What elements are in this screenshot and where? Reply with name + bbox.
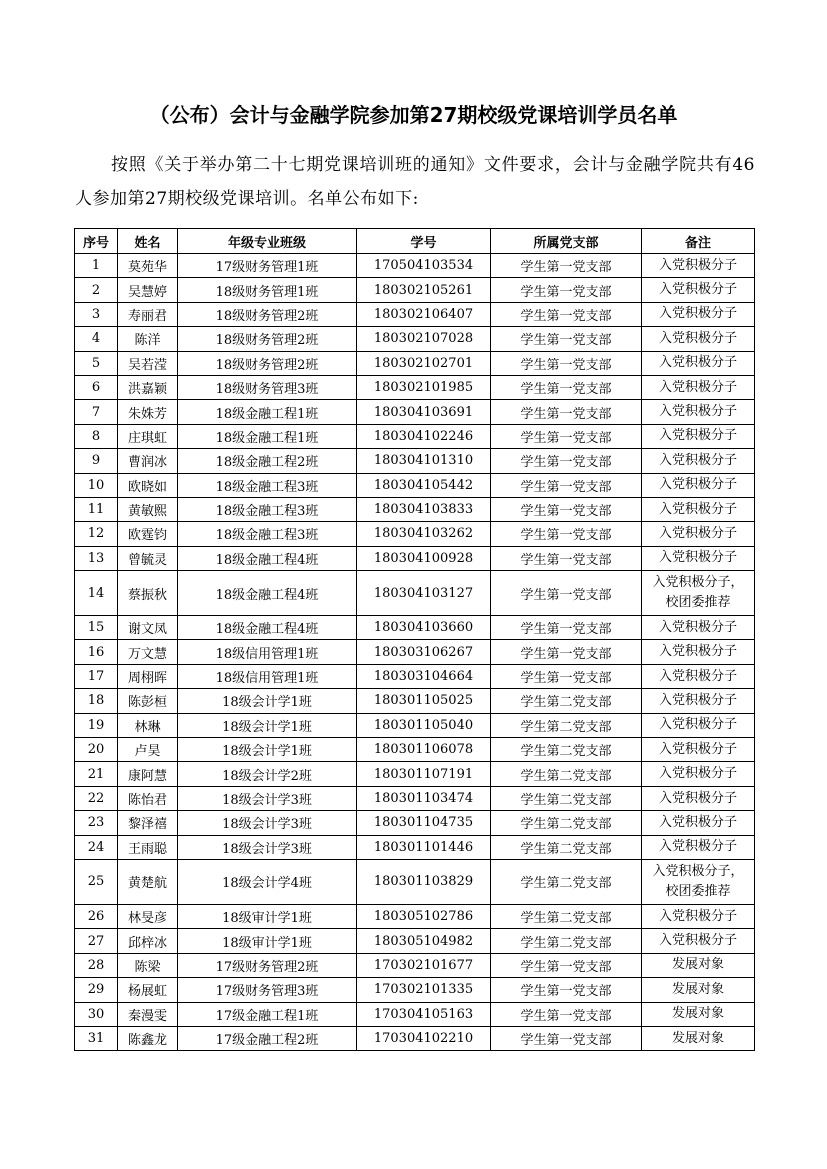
cell-class: 17级金融工程2班 [178,1026,357,1050]
remark-line: 入党积极分子， [652,863,744,879]
cell-party-branch: 学生第二党支部 [491,786,642,810]
table-row [75,786,755,810]
header-name: 姓名 [118,229,178,254]
remark-line: 校团委推荐 [665,883,731,899]
cell-class: 18级金融工程4班 [178,616,357,640]
cell-class: 18级金融工程1班 [178,400,357,424]
cell-serial: 5 [75,351,118,375]
cell-student-id: 180301106078 [357,738,491,762]
cell-class: 18级会计学4班 [178,859,357,904]
cell-serial: 1 [75,254,118,278]
table-row [75,616,755,640]
cell-student-id: 180302106407 [357,302,491,326]
cell-serial: 13 [75,546,118,570]
table-header-row [75,229,755,254]
cell-name: 康阿慧 [118,762,178,786]
cell-serial: 31 [75,1026,118,1050]
cell-party-branch: 学生第一党支部 [491,664,642,688]
cell-name: 卢昊 [118,738,178,762]
table-row [75,689,755,713]
cell-party-branch: 学生第二党支部 [491,929,642,953]
remark-line: 入党积极分子 [658,379,737,395]
cell-remarks [642,351,755,375]
cell-remarks [642,811,755,835]
roster-table [74,228,755,1051]
remark-line: 入党积极分子 [658,257,737,273]
table-row [75,449,755,473]
cell-party-branch: 学生第一党支部 [491,375,642,399]
table-row [75,762,755,786]
cell-student-id: 180301104735 [357,811,491,835]
cell-name: 欧晓如 [118,473,178,497]
cell-student-id: 180301105025 [357,689,491,713]
cell-student-id: 180301105040 [357,713,491,737]
cell-remarks [642,664,755,688]
table-row [75,302,755,326]
cell-party-branch: 学生第一党支部 [491,278,642,302]
cell-remarks [642,640,755,664]
table-row [75,738,755,762]
remark-line: 入党积极分子 [658,790,737,806]
cell-remarks [642,1002,755,1026]
cell-name: 吴若滢 [118,351,178,375]
cell-class: 18级信用管理1班 [178,664,357,688]
cell-student-id: 180301107191 [357,762,491,786]
table-row [75,327,755,351]
table-row [75,664,755,688]
cell-class: 18级会计学3班 [178,786,357,810]
cell-student-id: 170304105163 [357,1002,491,1026]
remark-line: 入党积极分子 [658,501,737,517]
cell-remarks [642,786,755,810]
cell-name: 陈怡君 [118,786,178,810]
cell-student-id: 180303104664 [357,664,491,688]
cell-serial: 19 [75,713,118,737]
remark-line: 入党积极分子 [658,814,737,830]
cell-student-id: 180304103262 [357,522,491,546]
cell-name: 周栩晖 [118,664,178,688]
remark-line: 校团委推荐 [665,595,731,611]
cell-class: 18级财务管理2班 [178,351,357,375]
cell-serial: 10 [75,473,118,497]
cell-name: 陈梁 [118,953,178,977]
remark-line: 发展对象 [671,957,724,973]
cell-class: 18级金融工程3班 [178,497,357,521]
cell-name: 万文慧 [118,640,178,664]
cell-class: 18级会计学3班 [178,811,357,835]
table-row [75,522,755,546]
cell-party-branch: 学生第二党支部 [491,762,642,786]
cell-serial: 30 [75,1002,118,1026]
cell-name: 谢文凤 [118,616,178,640]
cell-serial: 7 [75,400,118,424]
cell-student-id: 180302105261 [357,278,491,302]
cell-class: 18级金融工程2班 [178,449,357,473]
cell-party-branch: 学生第一党支部 [491,640,642,664]
cell-class: 18级会计学1班 [178,738,357,762]
table-row [75,640,755,664]
cell-name: 邱梓冰 [118,929,178,953]
remark-line: 发展对象 [671,981,724,997]
cell-party-branch: 学生第一党支部 [491,1002,642,1026]
cell-remarks [642,978,755,1002]
cell-remarks [642,713,755,737]
remark-line: 入党积极分子 [658,452,737,468]
cell-student-id: 170304102210 [357,1026,491,1050]
cell-class: 18级金融工程1班 [178,424,357,448]
table-row [75,1026,755,1050]
cell-party-branch: 学生第二党支部 [491,713,642,737]
cell-class: 18级审计学1班 [178,929,357,953]
cell-remarks [642,904,755,928]
cell-remarks [642,327,755,351]
cell-class: 18级财务管理1班 [178,278,357,302]
cell-class: 18级金融工程4班 [178,571,357,616]
cell-remarks [642,929,755,953]
remark-line: 入党积极分子 [658,306,737,322]
table-row [75,978,755,1002]
cell-serial: 25 [75,859,118,904]
table-row [75,904,755,928]
remark-line: 入党积极分子 [658,839,737,855]
remark-line: 入党积极分子 [658,404,737,420]
cell-serial: 29 [75,978,118,1002]
cell-party-branch: 学生第一党支部 [491,424,642,448]
cell-party-branch: 学生第一党支部 [491,327,642,351]
cell-name: 黎泽禧 [118,811,178,835]
table-row [75,713,755,737]
cell-name: 陈鑫龙 [118,1026,178,1050]
cell-party-branch: 学生第二党支部 [491,689,642,713]
table-row [75,835,755,859]
intro-paragraph: 按照《关于举办第二十七期党课培训班的通知》文件要求，会计与金融学院共有46人参加第27期校级党课培训。名单公布如下: [75,155,755,209]
cell-party-branch: 学生第一党支部 [491,978,642,1002]
remark-line: 入党积极分子 [658,355,737,371]
table-row [75,473,755,497]
cell-party-branch: 学生第二党支部 [491,835,642,859]
cell-remarks [642,400,755,424]
table-row [75,351,755,375]
cell-class: 18级财务管理2班 [178,327,357,351]
cell-student-id: 180305102786 [357,904,491,928]
table-row [75,571,755,616]
cell-party-branch: 学生第一党支部 [491,522,642,546]
cell-serial: 22 [75,786,118,810]
cell-party-branch: 学生第一党支部 [491,400,642,424]
table-row [75,424,755,448]
cell-serial: 20 [75,738,118,762]
cell-class: 18级财务管理3班 [178,375,357,399]
cell-name: 莫苑华 [118,254,178,278]
cell-student-id: 180301101446 [357,835,491,859]
cell-name: 欧霆钧 [118,522,178,546]
table-row [75,859,755,904]
cell-name: 吴慧婷 [118,278,178,302]
cell-student-id: 180304105442 [357,473,491,497]
cell-remarks [642,689,755,713]
cell-student-id: 180304103127 [357,571,491,616]
remark-line: 入党积极分子 [658,330,737,346]
cell-student-id: 180301103474 [357,786,491,810]
cell-serial: 12 [75,522,118,546]
table-row [75,953,755,977]
header-student-id: 学号 [357,229,491,254]
cell-remarks [642,302,755,326]
cell-student-id: 180302102701 [357,351,491,375]
cell-name: 秦漫雯 [118,1002,178,1026]
cell-remarks [642,738,755,762]
cell-party-branch: 学生第一党支部 [491,616,642,640]
cell-serial: 3 [75,302,118,326]
cell-remarks [642,522,755,546]
cell-class: 18级金融工程3班 [178,473,357,497]
cell-remarks [642,278,755,302]
cell-serial: 18 [75,689,118,713]
cell-remarks [642,449,755,473]
cell-class: 18级金融工程3班 [178,522,357,546]
remark-line: 入党积极分子 [658,717,737,733]
cell-serial: 21 [75,762,118,786]
cell-name: 王雨聪 [118,835,178,859]
cell-serial: 9 [75,449,118,473]
cell-serial: 16 [75,640,118,664]
cell-party-branch: 学生第一党支部 [491,546,642,570]
document-title: （公布）会计与金融学院参加第27期校级党课培训学员名单 [149,103,678,127]
cell-class: 18级会计学3班 [178,835,357,859]
cell-remarks [642,762,755,786]
cell-student-id: 180304103691 [357,400,491,424]
cell-class: 17级财务管理3班 [178,978,357,1002]
cell-serial: 8 [75,424,118,448]
cell-remarks [642,616,755,640]
cell-party-branch: 学生第一党支部 [491,497,642,521]
cell-class: 18级财务管理2班 [178,302,357,326]
cell-serial: 2 [75,278,118,302]
cell-student-id: 180302101985 [357,375,491,399]
header-class: 年级专业班级 [178,229,357,254]
cell-name: 庄琪虹 [118,424,178,448]
cell-student-id: 180301103829 [357,859,491,904]
remark-line: 入党积极分子 [658,525,737,541]
remark-line: 入党积极分子 [658,933,737,949]
remark-line: 入党积极分子 [658,619,737,635]
cell-name: 林琳 [118,713,178,737]
cell-student-id: 180304100928 [357,546,491,570]
cell-student-id: 180304102246 [357,424,491,448]
cell-remarks [642,497,755,521]
cell-student-id: 170504103534 [357,254,491,278]
cell-class: 18级金融工程4班 [178,546,357,570]
cell-party-branch: 学生第二党支部 [491,904,642,928]
cell-class: 17级财务管理2班 [178,953,357,977]
cell-party-branch: 学生第一党支部 [491,254,642,278]
header-party-branch: 所属党支部 [491,229,642,254]
cell-name: 林旻彦 [118,904,178,928]
cell-name: 杨展虹 [118,978,178,1002]
table-row [75,254,755,278]
table-row [75,929,755,953]
remark-line: 入党积极分子 [658,668,737,684]
cell-serial: 4 [75,327,118,351]
remark-line: 入党积极分子 [658,282,737,298]
header-serial: 序号 [75,229,118,254]
remark-line: 发展对象 [671,1030,724,1046]
cell-class: 18级信用管理1班 [178,640,357,664]
cell-name: 陈洋 [118,327,178,351]
cell-class: 17级财务管理1班 [178,254,357,278]
cell-serial: 27 [75,929,118,953]
remark-line: 入党积极分子 [658,428,737,444]
remark-line: 入党积极分子 [658,908,737,924]
cell-name: 黄楚航 [118,859,178,904]
cell-party-branch: 学生第二党支部 [491,859,642,904]
cell-party-branch: 学生第二党支部 [491,738,642,762]
cell-name: 朱姝芳 [118,400,178,424]
table-body [75,254,755,1051]
cell-serial: 14 [75,571,118,616]
cell-remarks [642,424,755,448]
remark-line: 入党积极分子 [658,692,737,708]
table-row [75,811,755,835]
cell-remarks [642,1026,755,1050]
remark-line: 入党积极分子 [658,644,737,660]
remark-line: 入党积极分子 [658,550,737,566]
cell-student-id: 180305104982 [357,929,491,953]
cell-name: 黄敏熙 [118,497,178,521]
cell-class: 18级会计学2班 [178,762,357,786]
cell-serial: 11 [75,497,118,521]
cell-serial: 15 [75,616,118,640]
table-row [75,278,755,302]
cell-party-branch: 学生第二党支部 [491,811,642,835]
cell-class: 18级会计学1班 [178,713,357,737]
cell-remarks [642,953,755,977]
table-row [75,546,755,570]
cell-remarks [642,835,755,859]
table-row [75,375,755,399]
cell-serial: 28 [75,953,118,977]
cell-serial: 17 [75,664,118,688]
cell-name: 曾毓灵 [118,546,178,570]
cell-student-id: 180304103660 [357,616,491,640]
cell-remarks [642,859,755,904]
cell-serial: 24 [75,835,118,859]
cell-party-branch: 学生第一党支部 [491,473,642,497]
cell-student-id: 180303106267 [357,640,491,664]
cell-student-id: 170302101335 [357,978,491,1002]
cell-party-branch: 学生第一党支部 [491,1026,642,1050]
table-row [75,497,755,521]
cell-student-id: 170302101677 [357,953,491,977]
table-row [75,400,755,424]
remark-line: 入党积极分子， [652,575,744,591]
remark-line: 入党积极分子 [658,741,737,757]
cell-class: 18级会计学1班 [178,689,357,713]
remark-line: 入党积极分子 [658,477,737,493]
table-row [75,1002,755,1026]
cell-party-branch: 学生第一党支部 [491,571,642,616]
cell-name: 陈彭桓 [118,689,178,713]
cell-class: 17级金融工程1班 [178,1002,357,1026]
cell-serial: 26 [75,904,118,928]
cell-name: 曹润冰 [118,449,178,473]
cell-class: 18级审计学1班 [178,904,357,928]
cell-remarks [642,254,755,278]
cell-party-branch: 学生第一党支部 [491,302,642,326]
cell-party-branch: 学生第一党支部 [491,953,642,977]
cell-student-id: 180302107028 [357,327,491,351]
cell-name: 寿丽君 [118,302,178,326]
cell-name: 洪嘉颖 [118,375,178,399]
cell-student-id: 180304101310 [357,449,491,473]
cell-party-branch: 学生第一党支部 [491,449,642,473]
cell-remarks [642,571,755,616]
cell-name: 蔡振秋 [118,571,178,616]
cell-student-id: 180304103833 [357,497,491,521]
cell-serial: 6 [75,375,118,399]
cell-remarks [642,375,755,399]
header-remarks: 备注 [642,229,755,254]
remark-line: 入党积极分子 [658,766,737,782]
remark-line: 发展对象 [671,1006,724,1022]
cell-remarks [642,473,755,497]
cell-serial: 23 [75,811,118,835]
cell-remarks [642,546,755,570]
cell-party-branch: 学生第一党支部 [491,351,642,375]
